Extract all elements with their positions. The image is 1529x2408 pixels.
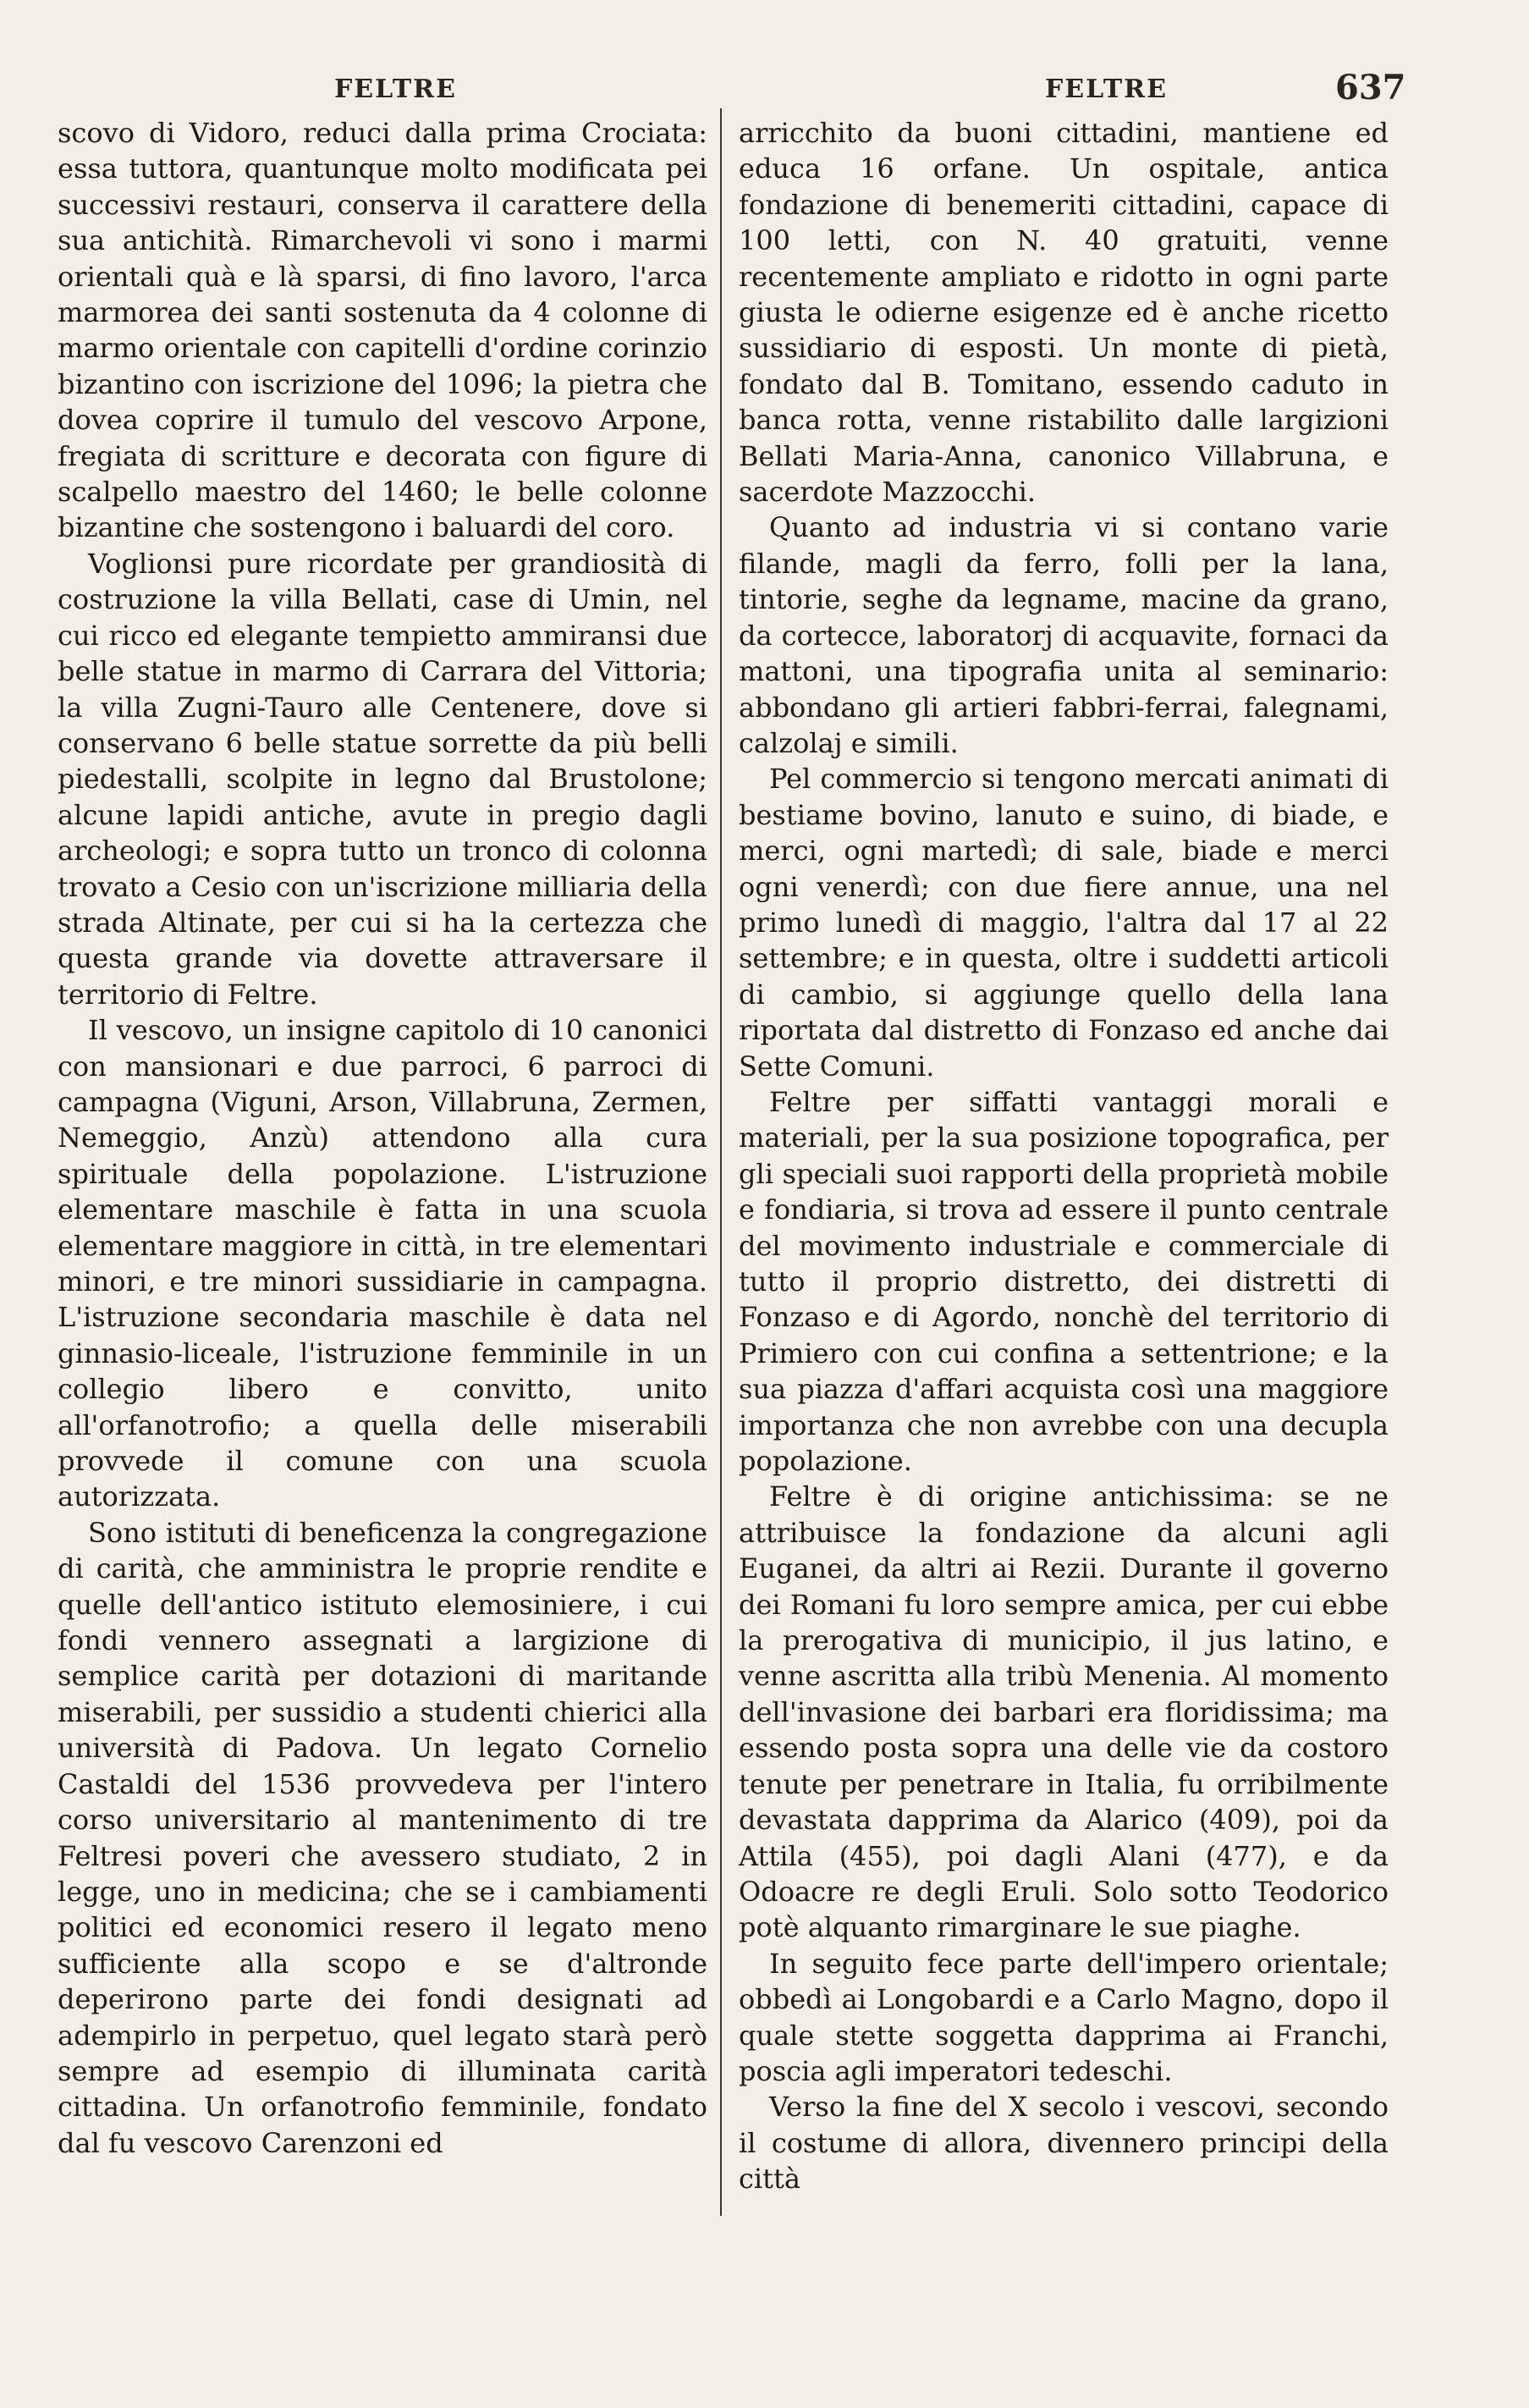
paragraph: Voglionsi pure ricordate per grandiosità di costruzione la villa Bellati, case di Umin, nel cui ricco ed elegante tempietto ammiransi due belle statue in marmo di Carrara del Vittoria; la villa Zugni-Tauro alle Centenere, dove si conservano 6 belle statue sorrette da più belli piedestalli, scolpite in legno dal Brustolone; alcune lapidi antiche, avute in pregio dagli archeologi; e sopra tutto un tronco di colonna trovato a Cesio con un'iscrizione milliaria della strada Altinate, per cui si ha la certezza che questa grande via dovette attraversare il territorio di Feltre. [58,547,707,1011]
running-head-right: FELTRE [1045,74,1168,104]
paragraph: arricchito da buoni cittadini, mantiene ed educa 16 orfane. Un ospitale, antica fondazione di benemeriti cittadini, capace di 100 letti, con N. 40 gratuiti, venne recentemente ampliato e ridotto in ogni parte giusta le odierne esigenze ed è anche ricetto sussidiario di esposti. Un monte di pietà, fondato dal B. Tomitano, essendo caduto in banca rotta, venne ristabilito dalle largizioni Bellati Maria-Anna, canonico Villabruna, e sacerdote Mazzocchi. [739,117,1389,509]
paragraph: Verso la fine del X secolo i vescovi, secondo il costume di allora, divennero principi della città [739,2091,1389,2196]
paragraph: Il vescovo, un insigne capitolo di 10 canonici con mansionari e due parroci, 6 parroci di campagna (Viguni, Arson, Villabruna, Zermen, Nemeggio, Anzù) attendono alla cura spirituale della popolazione. L'istruzione elementare maschile è fatta in una scuola elementare maggiore in città, in tre elementari minori, e tre minori sussidiarie in campagna. L'istruzione secondaria maschile è data nel ginnasio-liceale, l'istruzione femminile in un collegio libero e convitto, unito all'orfanotrofio; a quella delle miserabili provvede il comune con una scuola autorizzata. [58,1014,707,1513]
paragraph: In seguito fece parte dell'impero orientale; obbedì ai Longobardi e a Carlo Magno, dopo il quale stette soggetta dapprima ai Franchi, poscia agli imperatori tedeschi. [739,1947,1389,2087]
paragraph: Sono istituti di beneficenza la congregazione di carità, che amministra le proprie rendite e quelle dell'antico istituto elemosiniere, i cui fondi vennero assegnati a largizione di semplice carità per dotazioni di maritande miserabili, per sussidio a studenti chierici alla università di Padova. Un legato Cornelio Castaldi del 1536 provvedeva per l'intero corso universitario al mantenimento di tre Feltresi poveri che avessero studiato, 2 in legge, uno in medicina; che se i cambiamenti politici ed economici resero il legato meno sufficiente alla scopo e se d'altronde deperirono parte dei fondi designati ad adempirlo in perpetuo, quel legato starà però sempre ad esempio di illuminata carità cittadina. Un orfanotrofio femminile, fondato dal fu vescovo Carenzoni ed [58,1516,707,2159]
left-column [58,115,707,2161]
right-column [739,115,1389,2197]
page-number: 637 [1335,68,1406,107]
running-head-left: FELTRE [334,74,457,104]
paragraph: scovo di Vidoro, reduci dalla prima Crociata: essa tuttora, quantunque molto modificata pei successivi restauri, conserva il carattere della sua antichità. Rimarchevoli vi sono i marmi orientali quà e là sparsi, di fino lavoro, l'arca marmorea dei santi sostenuta da 4 colonne di marmo orientale con capitelli d'ordine corinzio bizantino con iscrizione del 1096; la pietra che dovea coprire il tumulo del vescovo Arpone, fregiata di scritture e decorata con figure di scalpello maestro del 1460; le belle colonne bizantine che sostengono i baluardi del coro. [58,117,707,544]
paragraph: Feltre per siffatti vantaggi morali e materiali, per la sua posizione topografica, per gli speciali suoi rapporti della proprietà mobile e fondiaria, si trova ad essere il punto centrale del movimento industriale e commerciale di tutto il proprio distretto, dei distretti di Fonzaso e di Agordo, nonchè del territorio di Primiero con cui confina a settentrione; e la sua piazza d'affari acquista così una maggiore importanza che non avrebbe con una decupla popolazione. [739,1085,1389,1478]
paragraph: Quanto ad industria vi si contano varie filande, magli da ferro, folli per la lana, tintorie, seghe da legname, macine da grano, da cortecce, laboratorj di acquavite, fornaci da mattoni, una tipografia unita al seminario: abbondano gli artieri fabbri-ferrai, falegnami, calzolaj e simili. [739,511,1389,759]
paragraph: Feltre è di origine antichissima: se ne attribuisce la fondazione da alcuni agli Euganei, da altri ai Rezii. Durante il governo dei Romani fu loro sempre amica, per cui ebbe la prerogativa di municipio, il jus latino, e venne ascritta alla tribù Menenia. Al momento dell'invasione dei barbari era floridissima; ma essendo posta sopra una delle vie da costoro tenute per penetrare in Italia, fu orribilmente devastata dapprima da Alarico (409), poi da Attila (455), poi dagli Alani (477), e da Odoacre re degli Eruli. Solo sotto Teodorico potè alquanto rimarginare le sue piaghe. [739,1480,1389,1944]
paragraph: Pel commercio si tengono mercati animati di bestiame bovino, lanuto e suino, di biade, e merci, ogni martedì; di sale, biade e merci ogni venerdì; con due fiere annue, una nel primo lunedì di maggio, l'altra dal 17 al 22 settembre; e in questa, oltre i suddetti articoli di cambio, si aggiunge quello della lana riportata dal distretto di Fonzaso ed anche dai Sette Comuni. [739,763,1389,1083]
column-divider [720,108,722,2216]
